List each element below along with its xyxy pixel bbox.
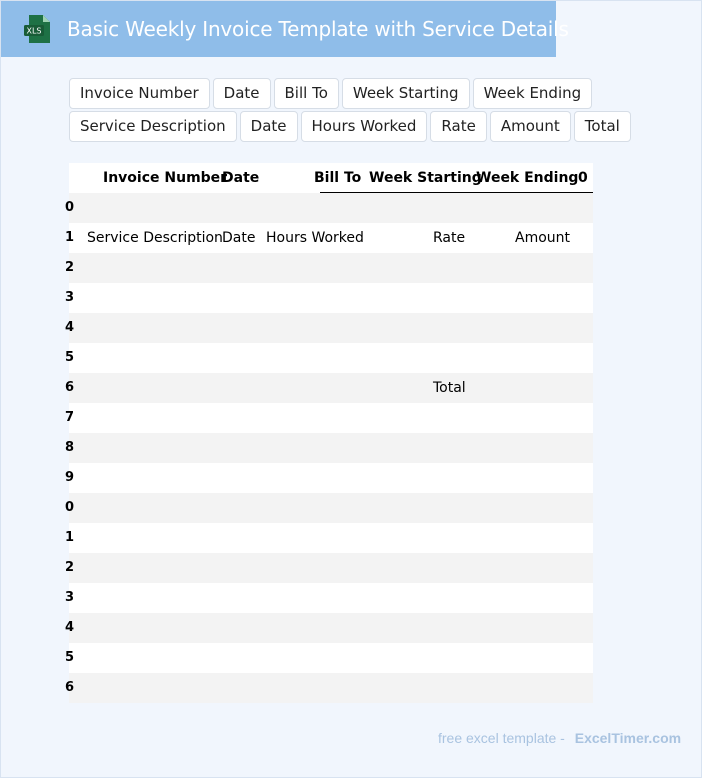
chip-rate[interactable]: Rate [430, 111, 486, 142]
footer-credit [438, 729, 681, 747]
chip-service-description[interactable]: Service Description [69, 111, 237, 142]
sheet-row [65, 673, 593, 703]
row-number: 6 [65, 380, 75, 395]
sheet-row [65, 283, 593, 313]
sheet-header-bill-to: Bill To [314, 170, 362, 186]
invoice-sheet-preview [65, 163, 593, 703]
sheet-row [65, 373, 593, 403]
sheet-row [65, 253, 593, 283]
sheet-header-week-starting: Week Starting [369, 170, 482, 186]
row-number: 4 [65, 320, 75, 335]
row-number: 6 [65, 680, 75, 695]
chip-total[interactable]: Total [574, 111, 631, 142]
row-number: 8 [65, 440, 75, 455]
row-number: 5 [65, 650, 75, 665]
sheet-row [65, 463, 593, 493]
chip-week-starting[interactable]: Week Starting [342, 78, 470, 109]
sheet-row [65, 343, 593, 373]
sheet-row [65, 313, 593, 343]
chip-bill-to[interactable]: Bill To [274, 78, 339, 109]
hours-worked-label: Hours Worked [266, 230, 364, 246]
row-number: 2 [65, 560, 75, 575]
sheet-row [65, 553, 593, 583]
sheet-row [65, 643, 593, 673]
row-number: 3 [65, 590, 75, 605]
sheet-row [65, 523, 593, 553]
footer-prefix: free excel template - [438, 730, 565, 746]
sheet-header-zero: 0 [578, 170, 588, 186]
sheet-header-date: Date [222, 170, 260, 186]
row-number: 1 [65, 230, 75, 245]
row-number: 9 [65, 470, 75, 485]
chip-amount[interactable]: Amount [490, 111, 571, 142]
row-number: 0 [65, 500, 75, 515]
chip-invoice-number[interactable]: Invoice Number [69, 78, 210, 109]
sheet-row [65, 613, 593, 643]
row-number: 2 [65, 260, 75, 275]
sheet-row [65, 583, 593, 613]
row-number: 1 [65, 530, 75, 545]
sheet-header-invoice-number: Invoice Number [103, 170, 228, 186]
chip-service-date[interactable]: Date [240, 111, 298, 142]
chip-week-ending[interactable]: Week Ending [473, 78, 593, 109]
title-banner [1, 1, 569, 57]
rate-label: Rate [433, 230, 466, 246]
service-date-label: Date [222, 230, 256, 246]
field-chip-list [69, 78, 699, 142]
sheet-row [65, 433, 593, 463]
amount-label: Amount [515, 230, 571, 246]
service-description-label: Service Description [87, 230, 223, 246]
row-number: 3 [65, 290, 75, 305]
footer-brand-link[interactable]: ExcelTimer.com [574, 730, 682, 746]
sheet-row [65, 403, 593, 433]
sheet-row [65, 223, 593, 253]
page-title: Basic Weekly Invoice Template with Service Details [67, 17, 569, 41]
sheet-row [65, 193, 593, 223]
sheet-row [65, 493, 593, 523]
sheet-header-row [69, 163, 593, 193]
row-number: 4 [65, 620, 75, 635]
row-number: 5 [65, 350, 75, 365]
total-label: Total [433, 380, 466, 396]
chip-hours-worked[interactable]: Hours Worked [301, 111, 428, 142]
row-number: 7 [65, 410, 75, 425]
sheet-header-week-ending: Week Ending [476, 170, 579, 186]
xls-file-icon [23, 14, 51, 44]
xls-icon-label: XLS [26, 26, 42, 36]
row-number: 0 [65, 200, 75, 215]
chip-date[interactable]: Date [213, 78, 271, 109]
